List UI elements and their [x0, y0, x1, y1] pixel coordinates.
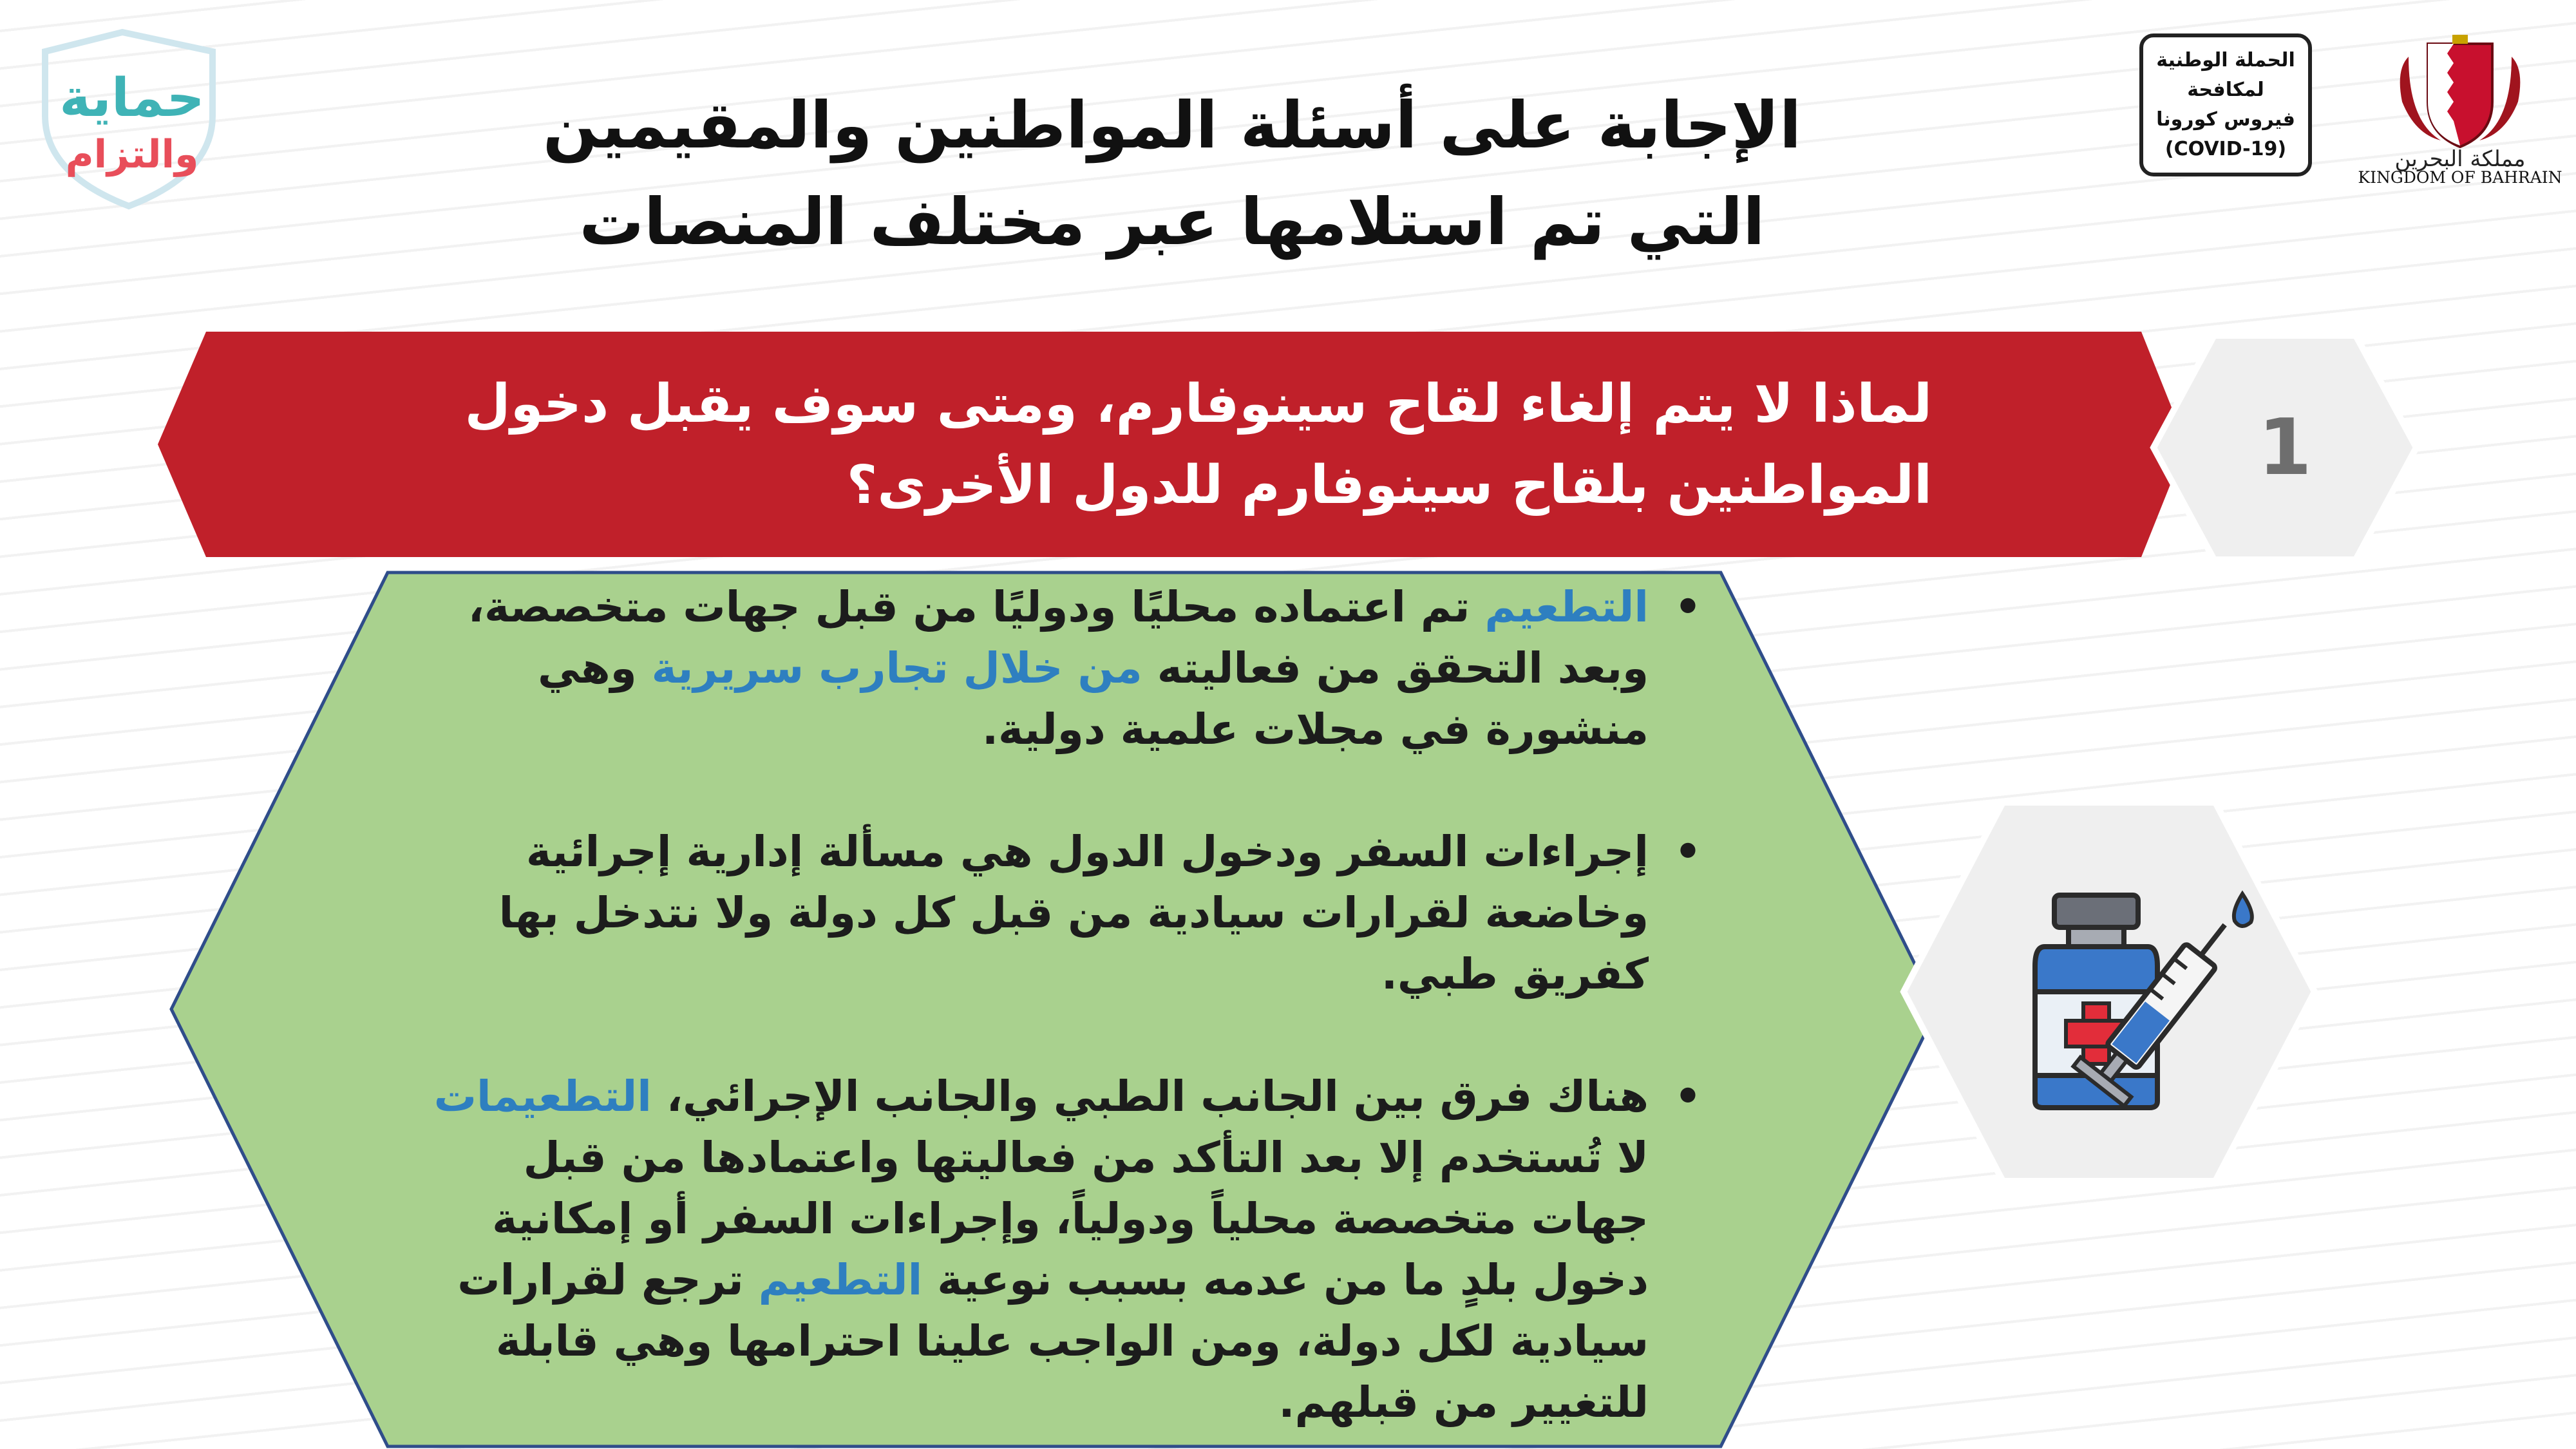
bullet-dot: •: [1674, 582, 1701, 632]
campaign-badge: [2139, 33, 2312, 176]
answer-text: تم اعتماده محليًا ودوليًا من قبل جهات متخصصة،: [468, 582, 1485, 632]
campaign-line: الحملة الوطنية: [2156, 49, 2295, 71]
answer-text: هناك فرق بين الجانب الطبي والجانب الإجرائي،: [651, 1072, 1649, 1121]
emblem-arabic-text: مملكة البحرين: [2394, 146, 2526, 172]
answer-line: [412, 1066, 1649, 1127]
answer-line: لا تُستخدم إلا بعد التأكد من فعاليتها واعتمادها من قبل: [523, 1133, 1649, 1182]
bullet-dot: •: [1674, 1072, 1701, 1121]
bullet-dot: •: [1674, 827, 1701, 876]
himaya-logo: [26, 26, 232, 213]
answer-line: [412, 576, 1649, 638]
answer-line: إجراءات السفر ودخول الدول هي مسألة إدارية إجرائية: [526, 827, 1649, 876]
answer-text: وبعد التحقق من فعاليته: [1142, 643, 1649, 693]
question-number: 1: [2258, 402, 2312, 493]
campaign-line: لمكافحة: [2187, 79, 2264, 101]
question-line: المواطنين بلقاح سينوفارم للدول الأخرى؟: [846, 455, 1932, 516]
campaign-line: فيروس كورونا: [2156, 108, 2295, 131]
bahrain-crest-icon: [2400, 35, 2521, 147]
page-title: [451, 77, 1893, 270]
highlight-text: من خلال تجارب سريرية: [651, 643, 1142, 693]
answer-text: دخول بلدٍ ما من عدمه بسبب نوعية: [922, 1255, 1649, 1305]
answer-line: [412, 638, 1649, 699]
logo-text-himaya: حماية: [59, 68, 205, 129]
vaccine-icon-hexagon: [1900, 799, 2318, 1185]
emblem-english-text: KINGDOM OF BAHRAIN: [2358, 168, 2562, 185]
question-text: [361, 364, 1932, 526]
highlight-text: التطعيم: [1484, 582, 1649, 632]
highlight-text: التطعيمات: [433, 1072, 652, 1121]
answer-text: ترجع لقرارات: [457, 1255, 759, 1305]
title-line: الإجابة على أسئلة المواطنين والمقيمين: [542, 88, 1802, 163]
question-line: لماذا لا يتم إلغاء لقاح سينوفارم، ومتى سوف يقبل دخول: [464, 374, 1932, 435]
answer-line: للتغيير من قبلهم.: [1278, 1378, 1649, 1427]
campaign-line: (COVID-19): [2164, 138, 2287, 160]
highlight-text: التطعيم: [758, 1255, 923, 1305]
answer-line: منشورة في مجلات علمية دولية.: [981, 705, 1649, 754]
answer-list: [412, 576, 1719, 1433]
answer-item: [412, 821, 1719, 1005]
answer-line: [412, 1249, 1649, 1311]
answer-text: وهي: [538, 643, 652, 693]
answer-line: وخاضعة لقرارات سيادية من قبل كل دولة ولا نتدخل بها: [498, 888, 1649, 938]
answer-item: [412, 1066, 1719, 1433]
answer-line: سيادية لكل دولة، ومن الواجب علينا احترامها وهي قابلة: [495, 1316, 1649, 1366]
answer-line: كفريق طبي.: [1381, 949, 1649, 999]
answer-line: جهات متخصصة محلياً ودولياً، وإجراءات السفر أو إمكانية: [492, 1194, 1649, 1244]
logo-text-iltizam: والتزام: [65, 132, 199, 177]
title-line: التي تم استلامها عبر مختلف المنصات: [579, 184, 1765, 260]
answer-item: [412, 576, 1719, 760]
bahrain-emblem: [2357, 31, 2563, 185]
